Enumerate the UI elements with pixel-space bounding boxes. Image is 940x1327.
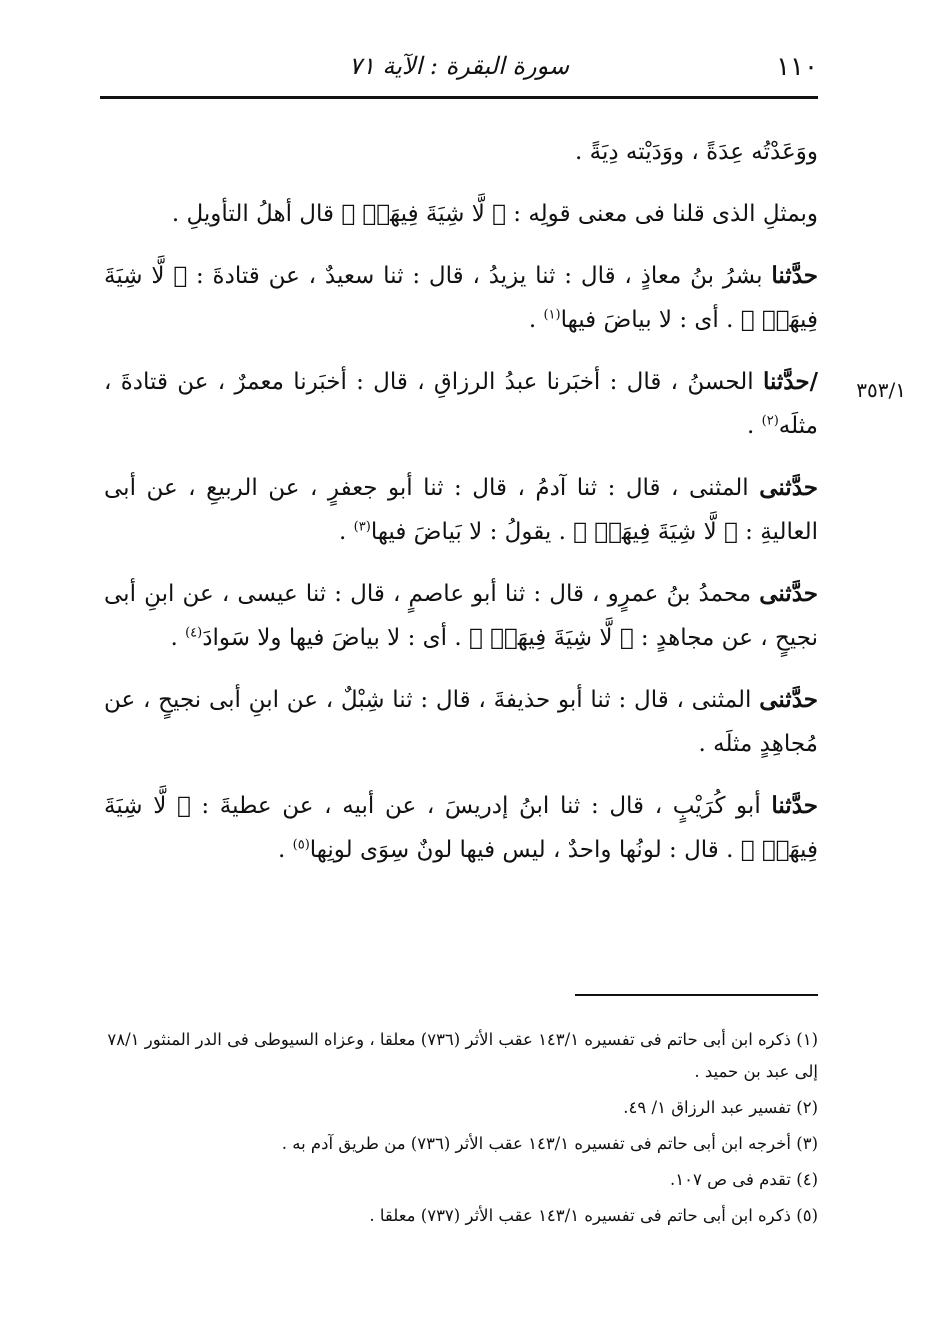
- footnote-marker: (٥): [292, 837, 310, 853]
- paragraph-opener: حدَّثنا: [771, 262, 818, 289]
- paragraph-text: بشرُ بنُ معاذٍ ، قال : ثنا يزيدُ ، قال : ثنا سعيدٌ ، عن قتادةَ : ﴿ لَّا شِيَةَ فِيهَاۚ ﴾ . أى : لا بياضَ فيها: [104, 263, 818, 333]
- paragraph-end: .: [170, 625, 186, 651]
- footnote-marker: (٢): [761, 413, 779, 429]
- paragraph-text: أبو كُرَيْبٍ ، قال : ثنا ابنُ إدريسَ ، عن أبيه ، عن عطيةَ : ﴿ لَّا شِيَةَ فِيهَاۚ ﴾ . قال : لونُها واحدٌ ، ليس فيها لونٌ سِوَى لونِها: [104, 793, 818, 863]
- paragraph: [104, 192, 818, 236]
- paragraph-text: المثنى ، قال : ثنا آدمُ ، قال : ثنا أبو جعفرٍ ، عن الربيعِ ، عن أبى العاليةِ : ﴿ لَّا شِيَةَ فِيهَاۚ ﴾ . يقولُ : لا بَياضَ فيها: [104, 475, 818, 545]
- running-title: سورة البقرة : الآية ٧١: [348, 52, 570, 80]
- paragraph-opener: حدَّثنى: [759, 474, 818, 501]
- paragraph-end: .: [339, 519, 354, 545]
- footnote: (٥) ذكره ابن أبى حاتم فى تفسيره ١٤٣/١ عقب الأثر (٧٣٧) معلقا .: [369, 1206, 818, 1225]
- paragraph-end: .: [747, 413, 762, 439]
- paragraph-opener: حدَّثنى: [759, 580, 818, 607]
- paragraph: [104, 360, 818, 448]
- paragraph-opener: حدَّثنى: [759, 686, 818, 713]
- footnote-marker: (١): [543, 307, 561, 323]
- margin-reference: ٣٥٣/١: [856, 378, 906, 402]
- paragraph-text: الحسنُ ، قال : أخبَرنا عبدُ الرزاقِ ، قال : أخبَرنا معمرٌ ، عن قتادةَ ، مثلَه: [104, 369, 818, 439]
- footnote-rule: [575, 994, 818, 996]
- page-number: ١١٠: [776, 52, 818, 82]
- footnote: (٣) أخرجه ابن أبى حاتم فى تفسيره ١٤٣/١ عقب الأثر (٧٣٦) من طريق آدم به .: [281, 1134, 818, 1153]
- header-rule: [100, 96, 818, 99]
- footnote-marker: (٣): [353, 519, 371, 535]
- paragraph-text: المثنى ، قال : ثنا أبو حذيفةَ ، قال : ثنا شِبْلٌ ، عن ابنِ أبى نجيحٍ ، عن مُجاهِدٍ مثلَه .: [104, 687, 818, 757]
- footnotes: [104, 1024, 818, 1236]
- footnote: (٢) تفسير عبد الرزاق ١/ ٤٩.: [623, 1098, 818, 1117]
- paragraph-text: وبمثلِ الذى قلنا فى معنى قولِه : ﴿ لَّا شِيَةَ فِيهَاۚ ﴾ قال أهلُ التأويلِ .: [171, 201, 818, 227]
- paragraph: [104, 572, 818, 660]
- paragraph: [104, 678, 818, 766]
- paragraph: [104, 784, 818, 872]
- paragraph-text: محمدُ بنُ عمرٍو ، قال : ثنا أبو عاصمٍ ، قال : ثنا عيسى ، عن ابنِ أبى نجيحٍ ، عن مجاهدٍ : ﴿ لَّا شِيَةَ فِيهَاۚ ﴾ . أى : لا بياضَ فيها ولا سَوادَ: [104, 581, 818, 651]
- footnote: (١) ذكره ابن أبى حاتم فى تفسيره ١٤٣/١ عقب الأثر (٧٣٦) معلقا ، وعزاه السيوطى فى الدر المنثور ٧٨/١ إلى عبد بن حميد .: [107, 1030, 818, 1081]
- paragraph-end: .: [278, 837, 293, 863]
- paragraph: [104, 466, 818, 554]
- footnote-marker: (٤): [185, 625, 203, 641]
- paragraph: [104, 254, 818, 342]
- footnote: (٤) تقدم فى ص ١٠٧.: [670, 1170, 818, 1189]
- main-text: [104, 130, 818, 890]
- paragraph: [104, 130, 818, 174]
- paragraph-text: ووَعَدْتُه عِدَةً ، ووَدَيْته دِيَةً .: [575, 139, 818, 165]
- page-header: [100, 52, 818, 92]
- paragraph-opener: /حدَّثنا: [762, 368, 818, 395]
- paragraph-opener: حدَّثنا: [771, 792, 818, 819]
- paragraph-end: .: [528, 307, 544, 333]
